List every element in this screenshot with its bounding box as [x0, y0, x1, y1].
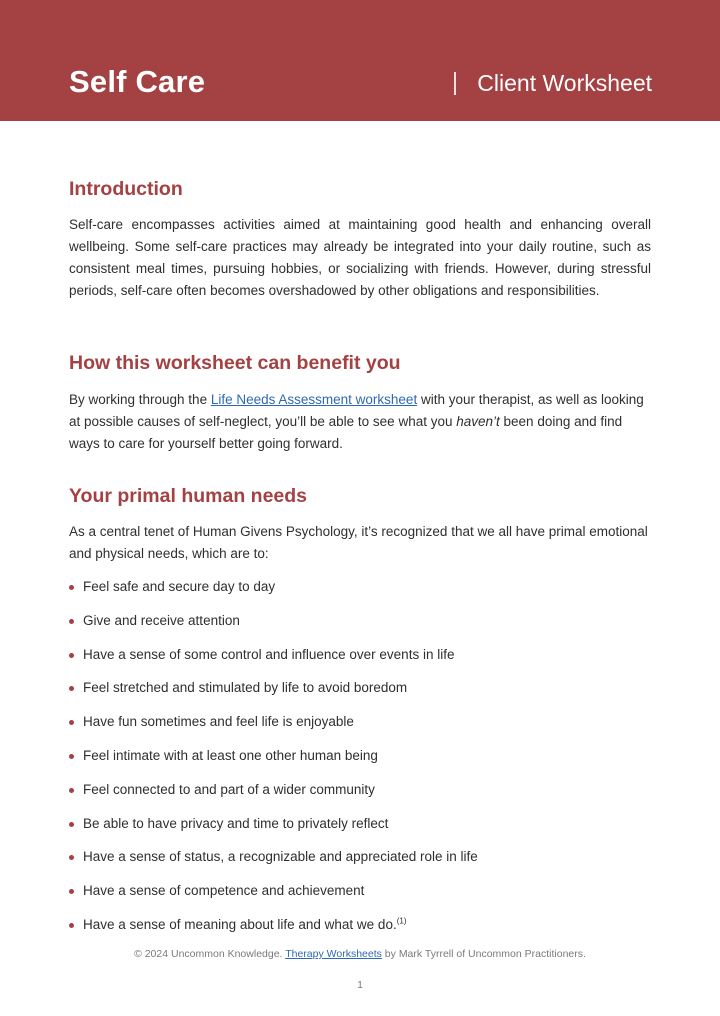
list-item-text: Give and receive attention [83, 612, 240, 628]
list-item-text: Have a sense of some control and influence over events in life [83, 646, 455, 662]
page-number: 1 [357, 979, 363, 991]
bullet-icon [69, 686, 74, 691]
bullet-icon [69, 619, 74, 624]
list-item [69, 576, 651, 610]
bullet-icon [69, 923, 74, 928]
header-subtitle-group [454, 63, 652, 103]
benefit-text-middle: with your therapist, as well as looking at possible causes of self-neglect, you’ll be able to see what you [69, 392, 644, 429]
list-item [69, 813, 651, 847]
bullet-icon [69, 720, 74, 725]
list-item-text: Have a sense of status, a recognizable and appreciated role in life [83, 849, 478, 865]
list-item-text: Feel stretched and stimulated by life to avoid boredom [83, 680, 408, 696]
list-item [69, 779, 651, 813]
bullet-icon [69, 585, 74, 590]
worksheet-type-label: Client Worksheet [477, 70, 652, 96]
benefit-heading: How this worksheet can benefit you [69, 352, 401, 374]
benefit-text-end: been doing and find ways to care for yourself better going forward. [69, 414, 623, 451]
bullet-icon [69, 889, 74, 894]
benefit-text-start: By working through the [69, 392, 211, 407]
page-footer [0, 944, 720, 964]
list-item-text: Be able to have privacy and time to privately reflect [83, 815, 389, 831]
therapy-worksheets-link[interactable]: Therapy Worksheets [285, 948, 382, 960]
copyright-text: © 2024 Uncommon Knowledge. [134, 948, 286, 960]
list-item-text: Have a sense of competence and achievement [83, 883, 365, 899]
list-item-text: Have a sense of meaning about life and what we do. [83, 916, 397, 932]
introduction-paragraph: Self-care encompasses activities aimed at maintaining good health and enhancing overall wellbeing. Some self-care practices may already be integrated into your daily routine, such as consistent meal times, pursuing hobbies, or socializing with friends. However, during stressful periods, self-care often becomes overshadowed by other obligations and responsibilities. [69, 217, 651, 298]
list-item [69, 677, 651, 711]
footer-author-text: by Mark Tyrrell of Uncommon Practitioners. [381, 948, 586, 960]
list-item [69, 745, 651, 779]
life-needs-assessment-link[interactable]: Life Needs Assessment worksheet [210, 392, 418, 407]
list-item [69, 711, 651, 745]
list-item [69, 610, 651, 644]
list-item-text: Feel connected to and part of a wider community [83, 781, 375, 797]
list-item [69, 914, 651, 948]
list-item [69, 644, 651, 678]
header-band [0, 0, 720, 121]
primal-needs-heading: Your primal human needs [69, 485, 308, 507]
list-item-text: Feel safe and secure day to day [83, 579, 276, 594]
list-item-text: Have fun sometimes and feel life is enjoyable [83, 714, 354, 730]
footnote-reference[interactable]: (1) [396, 916, 407, 926]
primal-needs-intro: As a central tenet of Human Givens Psychology, it’s recognized that we all have primal emotional and physical needs, which are to: [69, 524, 648, 561]
primal-needs-list [69, 576, 651, 948]
bullet-icon [69, 788, 74, 793]
list-item-text: Feel intimate with at least one other human being [83, 747, 378, 763]
bullet-icon [69, 653, 74, 658]
list-item [69, 880, 651, 914]
bullet-icon [69, 754, 74, 759]
benefit-paragraph [69, 389, 651, 455]
bullet-icon [69, 855, 74, 860]
benefit-italic-text: haven’t [456, 414, 500, 429]
worksheet-title: Self Care [69, 64, 206, 99]
list-item [69, 846, 651, 880]
introduction-heading: Introduction [69, 178, 183, 200]
bullet-icon [69, 822, 74, 827]
header-divider [454, 72, 456, 95]
